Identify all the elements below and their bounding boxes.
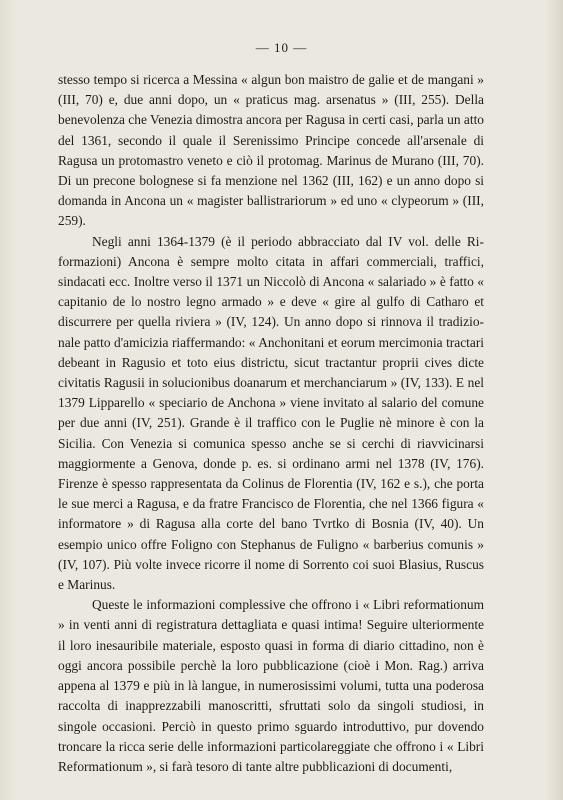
paragraph-1: stesso tempo si ricerca a Messina « algun bon maistro de galie et de mangani » (III, 70) e, due anni dopo, un « praticus mag. arsenatus » (III, 255). Della benevolenza che Venezia dimostra ancora per Ragusa in certi casi, parla un atto del 1361, secondo il quale il Serenissimo Principe concede all'arsenale di Ragusa un protomastro veneto e ciò il protomag. Marinus de Murano (III, 70). Di un precone bolognese si fa menzione nel 1362 (III, 162) e un anno dopo si domanda in Ancona un « magister ballistrariorum » ed uno « clypeorum » (III, 259). [58,72,484,229]
paragraph-3: Queste le informazioni complessive che offrono i « Libri reformationum » in venti anni di registratura dettagliata e quasi intima! Seguire ulteriormente il loro inesauribile materiale, esposto quasi in forma di diario cittadino, non è oggi ancora possibile perchè la loro pubblicazione (cioè i Mon. Rag.) arriva appena al 1379 e più in là langue, in numerosissimi volumi, tutta una poderosa raccolta di inapprezzabili manoscritti, sfruttati solo da singoli studiosi, in singole occasioni. Perciò in questo primo sguardo introduttivo, pur dovendo troncare la ricca serie delle informazioni particolareggiate che offrono i « Libri Reformationum », si farà tesoro di tante altre pubblicazioni di documenti, [58,597,484,774]
page-number: — 10 — [255,40,308,55]
paragraph-2: Negli anni 1364-1379 (è il periodo abbracciato dal IV vol. delle Riformazioni) Ancona è sempre molto citata in affari commerciali, traffici, sindacati ecc. Inoltre verso il 1371 un Niccolò di Ancona « salariado » è fatto « capitanio de lo nostro legno armado » e deve « gire al gulfo di Catharo et discurrere per quella riviera » (IV, 124). Un anno dopo si rinnova il tradizionale patto d'amicizia riaffermando: « Anchonitani et eorum mercimonia tractari debeant in Ragusio et toto eius districtu, sicut tractantur proprii cives dicte civitatis Ragusii in solucionibus doanarum et merchanciarum » (IV, 133). E nel 1379 Lipparello « speciario de Anchona » viene invitato al salario del comune per due anni (IV, 251). Grande è il traffico con le Puglie nè minore è con la Sicilia. Con Venezia si comunica spesso anche se si cerchi di riavvicinarsi maggiormente a Genova, donde p. es. si ordinano armi nel 1378 (IV, 176). Firenze è spesso rappresentata da Colinus de Florentia (IV, 162 e s.), che porta le sue merci a Ragusa, e da fratre Francisco de Florentia, che nel 1366 figura « informatore » di Ragusa alla corte del bano Tvrtko di Bosnia (IV, 40). Un esempio unico offre Foligno con Stephanus de Fuligno « barberius comunis » (IV, 107). Più volte invece ricorre il nome di Sorrento coi suoi Blasius, Ruscus e Marinus. [58,233,484,593]
body-text [58,70,484,777]
